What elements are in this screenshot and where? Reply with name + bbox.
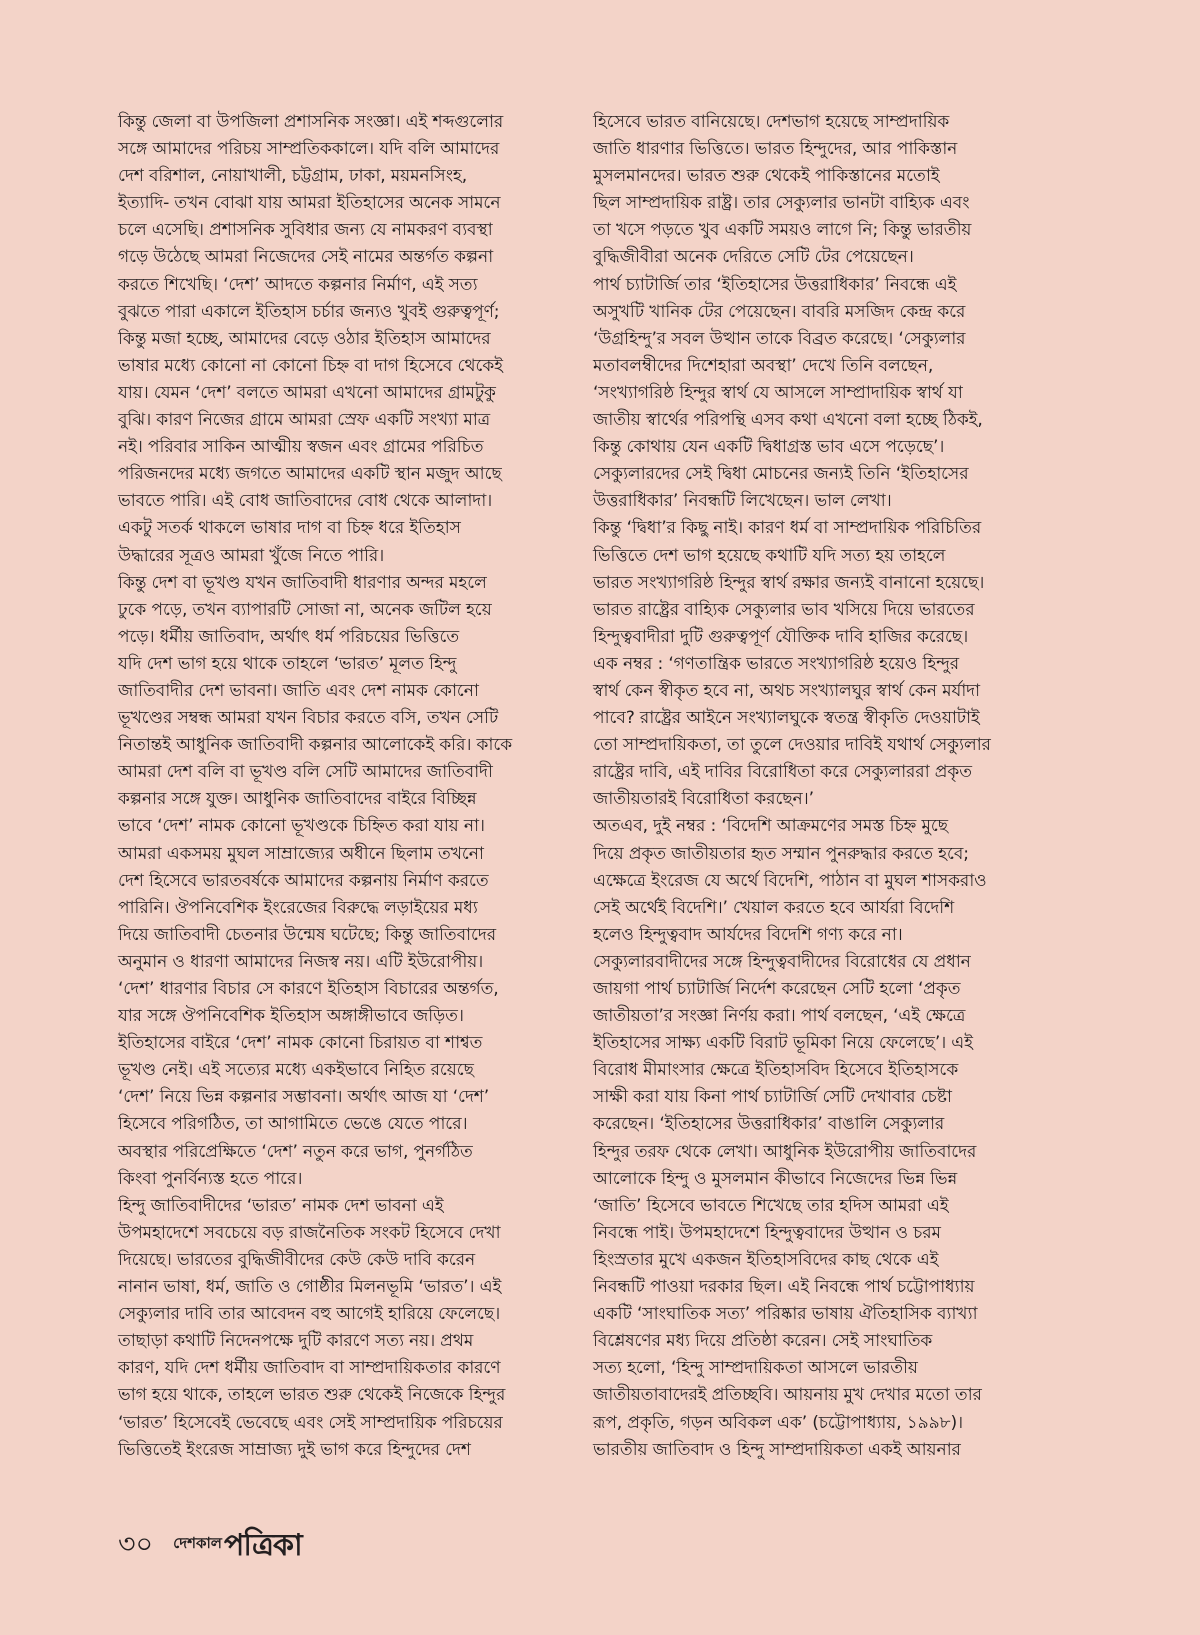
paragraph: কিন্তু দেশ বা ভূখণ্ড যখন জাতিবাদী ধারণার অন্দর মহলে ঢুকে পড়ে, তখন ব্যাপারটি সোজা না, অনেক জটিল হয়ে পড়ে। ধর্মীয় জাতিবাদ, অর্থাৎ ধর্ম পরিচয়ের ভিত্তিতে যদি দেশ ভাগ হয়ে থাকে তাহলে ‘ভারত’ মূলত হিন্দু জাতিবাদীর দেশ ভাবনা। জাতি এবং দেশ নামক কোনো ভূখণ্ডের সম্বন্ধ আমরা যখন বিচার করতে বসি, তখন সেটি নিতান্তই আধুনিক জাতিবাদী কল্পনার আলোকেই করি। কাকে আমরা দেশ বলি বা ভূখণ্ড বলি সেটি আমাদের জাতিবাদী কল্পনার সঙ্গে যুক্ত। আধুনিক জাতিবাদের বাইরে বিচ্ছিন্ন ভাবে ‘দেশ’ নামক কোনো ভূখণ্ডকে চিহ্নিত করা যায় না। আমরা একসময় মুঘল সাম্রাজ্যের অধীনে ছিলাম তখনো দেশ হিসেবে ভারতবর্ষকে আমাদের কল্পনায় নির্মাণ করতে পারিনি। ঔপনিবেশিক ইংরেজের বিরুদ্ধে লড়াইয়ের মধ্য দিয়ে জাতিবাদী চেতনার উন্মেষ ঘটেছে; কিন্তু জাতিবাদের অনুমান ও ধারণা আমাদের নিজস্ব নয়। এটি ইউরোপীয়। ‘দেশ’ ধারণার বিচার সে কারণে ইতিহাস বিচারের অন্তর্গত, যার সঙ্গে ঔপনিবেশিক ইতিহাস অঙ্গাঙ্গীভাবে জড়িত। ইতিহাসের বাইরে ‘দেশ’ নামক কোনো চিরায়ত বা শাশ্বত ভূখণ্ড নেই। এই সত্যের মধ্যে একইভাবে নিহিত রয়েছে ‘দেশ’ নিয়ে ভিন্ন কল্পনার সম্ভাবনা। অর্থাৎ আজ যা ‘দেশ’ হিসেবে পরিগঠিত, তা আগামিতে ভেঙে যেতে পারে। অবস্থার পরিপ্রেক্ষিতে ‘দেশ’ নতুন করে ভাগ, পুনর্গঠিত কিংবা পুনর্বিন্যস্ত হতে পারে।	[118, 572, 513, 1189]
paragraph: কিন্তু ‘দ্বিধা’র কিছু নাই। কারণ ধর্ম বা সাম্প্রদায়িক পরিচিতির ভিত্তিতে দেশ ভাগ হয়েছে কথাটি যদি সত্য হয় তাহলে ভারত সংখ্যাগরিষ্ঠ হিন্দুর স্বার্থ রক্ষার জন্যই বানানো হয়েছে। ভারত রাষ্ট্রের বাহ্যিক সেক্যুলার ভাব খসিয়ে দিয়ে ভারতের হিন্দুত্ববাদীরা দুটি গুরুত্বপূর্ণ যৌক্তিক দাবি হাজির করেছে। এক নম্বর : ‘গণতান্ত্রিক ভারতে সংখ্যাগরিষ্ঠ হয়েও হিন্দুর স্বার্থ কেন স্বীকৃত হবে না, অথচ সংখ্যালঘুর স্বার্থ কেন মর্যাদা পাবে? রাষ্ট্রের আইনে সংখ্যালঘুকে স্বতন্ত্র স্বীকৃতি দেওয়াটাই তো সাম্প্রদায়িকতা, তা তুলে দেওয়ার দাবিই যথার্থ সেক্যুলার রাষ্ট্রের দাবি, এই দাবির বিরোধিতা করে সেক্যুলাররা প্রকৃত জাতীয়তারই বিরোধিতা করছেন।’	[593, 518, 991, 810]
paragraph: অতএব, দুই নম্বর : ‘বিদেশি আক্রমণের সমস্ত চিহ্ন মুছে দিয়ে প্রকৃত জাতীয়তার হৃত সম্মান পুনরুদ্ধার করতে হবে; এক্ষেত্রে ইংরেজ যে অর্থে বিদেশি, পাঠান বা মুঘল শাসকরাও সেই অর্থেই বিদেশি।’ খেয়াল করতে হবে আর্যরা বিদেশি হলেও হিন্দুত্ববাদ আর্যদের বিদেশি গণ্য করে না।	[593, 816, 987, 945]
paragraph: সেক্যুলারবাদীদের সঙ্গে হিন্দুত্ববাদীদের বিরোধের যে প্রধান জায়গা পার্থ চ্যাটার্জি নির্দেশ করেছেন সেটি হলো ‘প্রকৃত জাতীয়তা’র সংজ্ঞা নির্ণয় করা। পার্থ বলছেন, ‘এই ক্ষেত্রে ইতিহাসের সাক্ষ্য একটি বিরাট ভূমিকা নিয়ে ফেলেছে’। এই বিরোধ মীমাংসার ক্ষেত্রে ইতিহাসবিদ হিসেবে ইতিহাসকে সাক্ষী করা যায় কিনা পার্থ চ্যাটার্জি সেটি দেখাবার চেষ্টা করেছেন। ‘ইতিহাসের উত্তরাধিকার’ বাঙালি সেক্যুলার হিন্দুর তরফ থেকে লেখা। আধুনিক ইউরোপীয় জাতিবাদের আলোকে হিন্দু ও মুসলমান কীভাবে নিজেদের ভিন্ন ভিন্ন ‘জাতি’ হিসেবে ভাবতে শিখেছে তার হদিস আমরা এই নিবন্ধে পাই। উপমহাদেশে হিন্দুত্ববাদের উত্থান ও চরম হিংস্রতার মুখে একজন ইতিহাসবিদের কাছ থেকে এই নিবন্ধটি পাওয়া দরকার ছিল। এই নিবন্ধে পার্থ চট্টোপাধ্যায় একটি ‘সাংঘাতিক সত্য’ পরিষ্কার ভাষায় ঐতিহাসিক ব্যাখ্যা বিশ্লেষণের মধ্য দিয়ে প্রতিষ্ঠা করেন। সেই সাংঘাতিক সত্য হলো, ‘হিন্দু সাম্প্রদায়িকতা আসলে ভারতীয় জাতীয়তাবাদেরই প্রতিচ্ছবি। আয়নায় মুখ দেখার মতো তার রূপ, প্রকৃতি, গড়ন অবিকল এক’ (চট্টোপাধ্যায়, ১৯৯৮)। ভারতীয় জাতিবাদ ও হিন্দু সাম্প্রদায়িকতা একই আয়নার	[593, 951, 982, 1460]
page-footer	[118, 1528, 302, 1564]
paragraph: কিন্তু জেলা বা উপজিলা প্রশাসনিক সংজ্ঞা। এই শব্দগুলোর সঙ্গে আমাদের পরিচয় সাম্প্রতিককালে। যদি বলি আমাদের দেশ বরিশাল, নোয়াখালী, চট্টগ্রাম, ঢাকা, ময়মনসিংহ, ইত্যাদি- তখন বোঝা যায় আমরা ইতিহাসের অনেক সামনে চলে এসেছি। প্রশাসনিক সুবিধার জন্য যে নামকরণ ব্যবস্থা গড়ে উঠেছে আমরা নিজেদের সেই নামের অন্তর্গত কল্পনা করতে শিখেছি। ‘দেশ’ আদতে কল্পনার নির্মাণ, এই সত্য বুঝতে পারা একালে ইতিহাস চর্চার জন্যও খুবই গুরুত্বপূর্ণ; কিন্তু মজা হচ্ছে, আমাদের বেড়ে ওঠার ইতিহাস আমাদের ভাষার মধ্যে কোনো না কোনো চিহ্ন বা দাগ হিসেবে থেকেই যায়। যেমন ‘দেশ’ বলতে আমরা এখনো আমাদের গ্রামটুকু বুঝি। কারণ নিজের গ্রামে আমরা স্রেফ একটি সংখ্যা মাত্র নই। পরিবার সাকিন আত্মীয় স্বজন এবং গ্রামের পরিচিত পরিজনদের মধ্যে জগতে আমাদের একটি স্থান মজুদ আছে ভাবতে পারি। এই বোধ জাতিবাদের বোধ থেকে আলাদা। একটু সতর্ক থাকলে ভাষার দাগ বা চিহ্ন ধরে ইতিহাস উদ্ধারের সূত্রও আমরা খুঁজে নিতে পারি।	[118, 112, 504, 566]
left-column	[118, 109, 580, 1464]
magazine-logo	[173, 1528, 302, 1563]
logo-big-text: পত্রিকা	[224, 1528, 302, 1563]
paragraph: হিন্দু জাতিবাদীদের ‘ভারত’ নামক দেশ ভাবনা এই উপমহাদেশে সবচেয়ে বড় রাজনৈতিক সংকট হিসেবে দেখা দিয়েছে। ভারতের বুদ্ধিজীবীদের কেউ কেউ দাবি করেন নানান ভাষা, ধর্ম, জাতি ও গোষ্ঠীর মিলনভূমি ‘ভারত’। এই সেক্যুলার দাবি তার আবেদন বহু আগেই হারিয়ে ফেলেছে। তাছাড়া কথাটি নিদেনপক্ষে দুটি কারণে সত্য নয়। প্রথম কারণ, যদি দেশ ধর্মীয় জাতিবাদ বা সাম্প্রদায়িকতার কারণে ভাগ হয়ে থাকে, তাহলে ভারত শুরু থেকেই নিজেকে হিন্দুর ‘ভারত’ হিসেবেই ভেবেছে এবং সেই সাম্প্রদায়িক পরিচয়ের ভিত্তিতেই ইংরেজ সাম্রাজ্য দুই ভাগ করে হিন্দুদের দেশ	[118, 1195, 506, 1460]
paragraph: পার্থ চ্যাটার্জি তার ‘ইতিহাসের উত্তরাধিকার’ নিবন্ধে এই অসুখটি খানিক টের পেয়েছেন। বাবরি মসজিদ কেন্দ্র করে ‘উগ্রহিন্দু’র সবল উত্থান তাকে বিব্রত করেছে। ‘সেক্যুলার মতাবলম্বীদের দিশেহারা অবস্থা’ দেখে তিনি বলছেন, ‘সংখ্যাগরিষ্ঠ হিন্দুর স্বার্থ যে আসলে সাম্প্রাদায়িক স্বার্থ যা জাতীয় স্বার্থের পরিপন্থি এসব কথা এখনো বলা হচ্ছে ঠিকই, কিন্তু কোথায় যেন একটি দ্বিধাগ্রস্ত ভাব এসে পড়েছে’। সেক্যুলারদের সেই দ্বিধা মোচনের জন্যই তিনি ‘ইতিহাসের উত্তরাধিকার’ নিবন্ধটি লিখেছেন। ভাল লেখা।	[593, 274, 983, 512]
page-number: ৩০	[118, 1528, 154, 1560]
right-column	[593, 109, 1055, 1464]
logo-small-text: দেশকাল	[173, 1534, 222, 1552]
paragraph: হিসেবে ভারত বানিয়েছে। দেশভাগ হয়েছে সাম্প্রদায়িক জাতি ধারণার ভিত্তিতে। ভারত হিন্দুদের, আর পাকিস্তান মুসলমানদের। ভারত শুরু থেকেই পাকিস্তানের মতোই ছিল সাম্প্রদায়িক রাষ্ট্র। তার সেক্যুলার ভানটা বাহ্যিক এবং তা খসে পড়তে খুব একটি সময়ও লাগে নি; কিন্তু ভারতীয় বুদ্ধিজীবীরা অনেক দেরিতে সেটি টের পেয়েছেন।	[593, 112, 972, 268]
